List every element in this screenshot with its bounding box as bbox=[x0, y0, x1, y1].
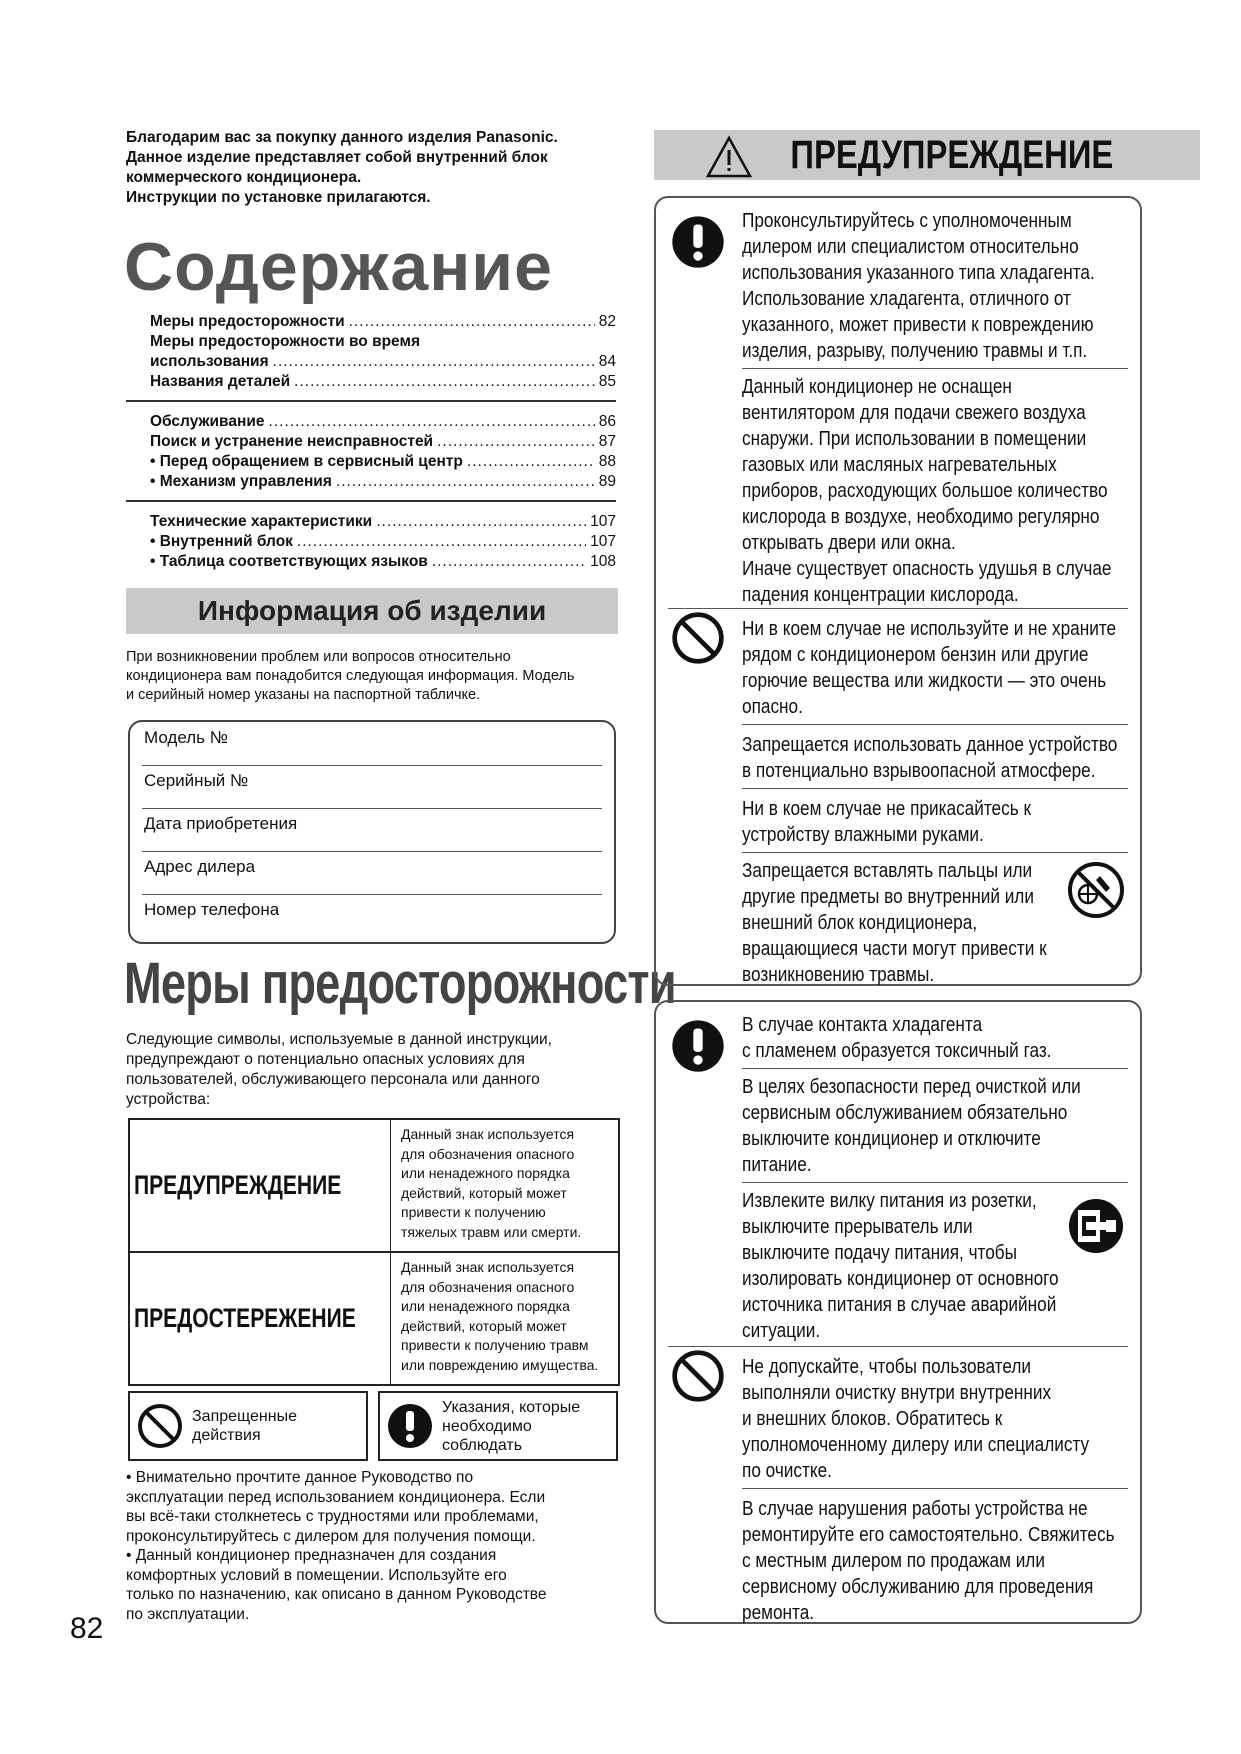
phone-field[interactable]: Номер телефона bbox=[144, 900, 280, 919]
warning-symbol-row bbox=[130, 1120, 618, 1251]
prohibited-icon bbox=[136, 1402, 184, 1450]
warning-label: ПРЕДУПРЕЖДЕНИЕ bbox=[134, 1170, 342, 1200]
note-item: • Данный кондиционер предназначен для создания комфортных условий в помещении. Используйте его только по назначению, как описано в данном Руководстве по эксплуатации. bbox=[126, 1547, 547, 1623]
warning-item: Извлеките вилку питания из розетки, выключите прерыватель или выключите подачу питания, чтобы изолировать кондиционер от основного источника питания в случае аварийной ситуации. bbox=[742, 1190, 1059, 1342]
warning-item: Не допускайте, чтобы пользователи выполняли очистку внутри внутренних и внешних блоков. Обратитесь к уполномоченному дилеру или специалисту по очистке. bbox=[742, 1354, 1128, 1489]
product-info-form bbox=[128, 720, 616, 944]
symbols-table bbox=[128, 1118, 620, 1386]
toc-entry[interactable]: • Механизм управления ..... 89 bbox=[150, 472, 616, 492]
toc-entry[interactable]: Поиск и устранение неисправностей ..... 87 bbox=[150, 432, 616, 452]
unplug-power-icon bbox=[1066, 1196, 1126, 1256]
warning-item: В целях безопасности перед очисткой или сервисным обслуживанием обязательно выключите кондиционер и отключите питание. bbox=[742, 1074, 1128, 1183]
serial-field[interactable]: Серийный № bbox=[142, 765, 602, 809]
note-item: • Внимательно прочтите данное Руководство по эксплуатации перед использованием кондиционера. Если вы всё-таки столкнетесь с трудностями или проблемами, проконсультируйтесь с дилером для получения помощи. bbox=[126, 1469, 546, 1545]
toc-entry[interactable]: • Перед обращением в сервисный центр ..... 88 bbox=[150, 452, 616, 472]
mandatory-legend: Указания, которые необходимо соблюдать bbox=[378, 1391, 618, 1461]
toc-entry[interactable]: Обслуживание ..... 86 bbox=[150, 412, 616, 432]
mandatory-icon bbox=[386, 1402, 434, 1450]
model-field[interactable]: Модель № bbox=[142, 722, 602, 766]
warning-item: Ни в коем случае не используйте и не храните рядом с кондиционером бензин или другие горючие вещества или жидкости — это очень опасно. bbox=[742, 616, 1128, 725]
warning-item: В случае нарушения работы устройства не ремонтируйте его самостоятельно. Свяжитесь с местным дилером по продажам или сервисному обслуживанию для проведения ремонта. bbox=[742, 1498, 1115, 1624]
toc-entry[interactable]: Меры предосторожности во время bbox=[150, 333, 420, 350]
toc-title: Содержание bbox=[124, 229, 553, 305]
warning-panel-1 bbox=[654, 196, 1142, 986]
dealer-address-field[interactable]: Адрес дилера bbox=[142, 851, 602, 895]
table-of-contents bbox=[150, 312, 616, 572]
toc-divider bbox=[126, 500, 616, 502]
warning-item: Запрещается использовать данное устройство в потенциально взрывоопасной атмосфере. bbox=[742, 732, 1128, 789]
mandatory-icon bbox=[670, 1018, 726, 1074]
caution-symbol-row bbox=[130, 1251, 618, 1384]
prohibited-icon bbox=[670, 1348, 726, 1404]
purchase-date-field[interactable]: Дата приобретения bbox=[142, 808, 602, 852]
caution-label: ПРЕДОСТЕРЕЖЕНИЕ bbox=[134, 1303, 356, 1333]
page-number: 82 bbox=[70, 1612, 104, 1645]
toc-divider bbox=[126, 400, 616, 402]
prohibited-icon bbox=[670, 610, 726, 666]
panel-divider bbox=[668, 1346, 1128, 1347]
toc-entry[interactable]: Меры предосторожности ..... 82 bbox=[150, 312, 616, 332]
mandatory-icon bbox=[670, 214, 726, 270]
warning-item: Ни в коем случае не прикасайтесь к устройству влажными руками. bbox=[742, 796, 1128, 853]
panel-divider bbox=[668, 608, 1128, 609]
toc-entry[interactable]: использования ..... 84 bbox=[150, 352, 616, 372]
prohibited-legend: Запрещенные действия bbox=[128, 1391, 368, 1461]
caution-description: Данный знак используется для обозначения опасного или ненадежного порядка действий, который может привести к получению травм или повреждению имущества. bbox=[390, 1253, 618, 1384]
warning-item: В случае контакта хладагента с пламенем образуется токсичный газ. bbox=[742, 1012, 1128, 1069]
toc-entry[interactable]: • Таблица соответствующих языков ..... 108 bbox=[150, 552, 616, 572]
warning-item: Запрещается вставлять пальцы или другие предметы во внутренний или внешний блок кондиционера, вращающиеся части могут привести к возникновению травмы. bbox=[742, 860, 1047, 986]
precautions-intro: Следующие символы, используемые в данной инструкции, предупреждают о потенциально опасных условиях для пользователей, обслуживающего персонала или данного устройства: bbox=[126, 1031, 552, 1108]
warning-item: Проконсультируйтесь с уполномоченным дилером или специалистом относительно использования указанного типа хладагента. Использование хладагента, отличного от указанного, может привести к повреждению изделия, разрыву, получению травмы и т.п. bbox=[742, 208, 1128, 369]
warning-item: Данный кондиционер не оснащен вентилятором для подачи свежего воздуха снаружи. При использовании в помещении газовых или масляных нагревательных приборов, расходующих большое количество кислорода в воздухе, необходимо регулярно открывать двери или окна. Иначе существует опасность удушья в случае падения концентрации кислорода. bbox=[742, 376, 1112, 606]
warning-panel-2 bbox=[654, 1000, 1142, 1624]
precautions-title: Меры предосторожности bbox=[124, 951, 676, 1016]
product-info-text: При возникновении проблем или вопросов относительно кондиционера вам понадобится следующая информация. Модель и серийный номер указаны на паспортной табличке. bbox=[126, 649, 575, 703]
toc-entry[interactable]: Технические характеристики ..... 107 bbox=[150, 512, 616, 532]
toc-entry[interactable]: • Внутренний блок ..... 107 bbox=[150, 532, 616, 552]
warning-heading: ПРЕДУПРЕЖДЕНИЕ bbox=[654, 130, 1200, 180]
toc-entry[interactable]: Названия деталей ..... 85 bbox=[150, 372, 616, 392]
warning-description: Данный знак используется для обозначения опасного или ненадежного порядка действий, который может привести к получению тяжелых травм или смерти. bbox=[390, 1120, 618, 1251]
intro-text: Благодарим вас за покупку данного изделия Panasonic. Данное изделие представляет собой внутренний блок коммерческого кондиционера. Инструкции по установке прилагаются. bbox=[126, 129, 558, 206]
no-fingers-fan-icon bbox=[1066, 860, 1126, 920]
warning-triangle-icon bbox=[705, 135, 753, 179]
precaution-notes bbox=[126, 1468, 620, 1624]
product-info-heading: Информация об изделии bbox=[126, 588, 618, 634]
